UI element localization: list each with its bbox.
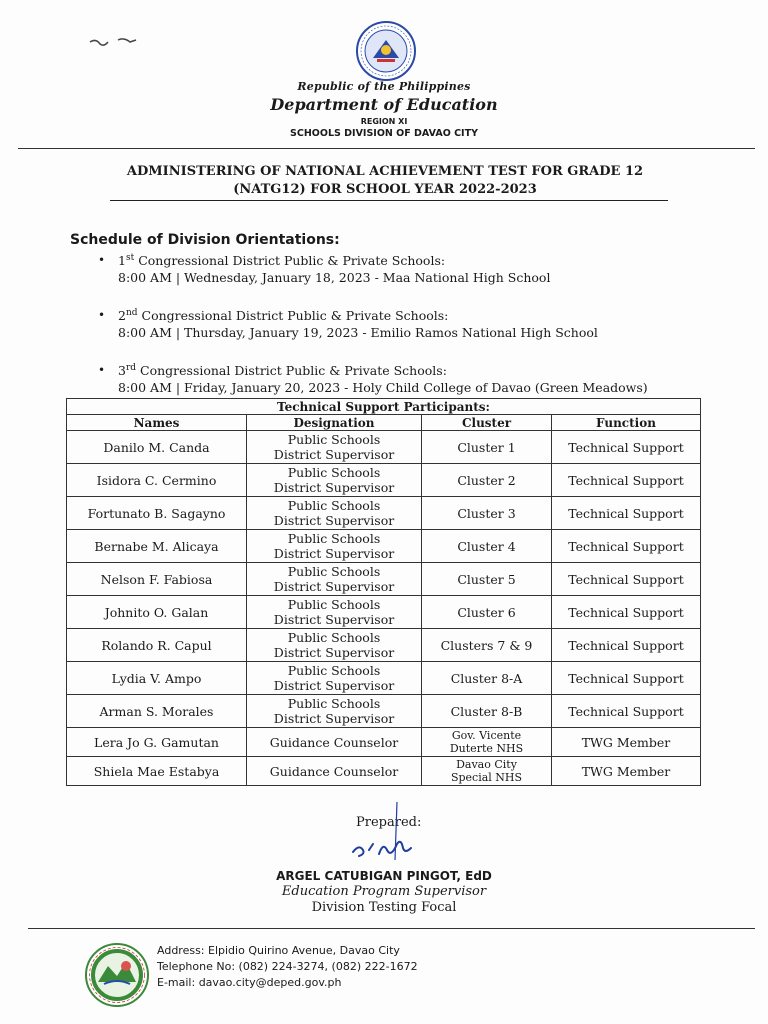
cell-function xyxy=(552,497,701,530)
ordinal-number: 3 xyxy=(118,363,126,379)
cell-function xyxy=(552,431,701,464)
cell-cluster xyxy=(422,596,552,629)
designation-line-1: Public Schools xyxy=(287,498,381,513)
republic-line: Republic of the Philippines xyxy=(297,80,471,93)
cell-cluster xyxy=(422,757,552,786)
cell-designation xyxy=(247,431,422,464)
table-body xyxy=(67,431,701,786)
designation-line-2: District Supervisor xyxy=(273,678,395,693)
ordinal-suffix: st xyxy=(125,253,135,263)
cell-name xyxy=(67,695,247,728)
schedule-item xyxy=(96,305,648,341)
cluster-line-1: Cluster 3 xyxy=(457,505,516,521)
designation-line-2: District Supervisor xyxy=(273,480,395,495)
table-row xyxy=(67,596,701,629)
telephone-line: Telephone No: (082) 224-3274, (082) 222-1672 xyxy=(157,960,418,973)
function-label: Technical Support xyxy=(568,703,684,719)
cell-cluster xyxy=(422,431,552,464)
cell-cluster xyxy=(422,629,552,662)
cell-function xyxy=(552,757,701,786)
cell-designation xyxy=(247,629,422,662)
cell-name xyxy=(67,596,247,629)
cluster-line-1: Cluster 1 xyxy=(457,439,516,455)
function-label: Technical Support xyxy=(568,505,684,521)
cluster-line-1: Cluster 2 xyxy=(457,472,516,488)
cell-name xyxy=(67,497,247,530)
designation-line-1: Guidance Counselor xyxy=(269,734,399,750)
cell-function xyxy=(552,530,701,563)
deped-seal-logo xyxy=(355,20,417,82)
designation-line-2: District Supervisor xyxy=(273,579,395,594)
cell-cluster xyxy=(422,530,552,563)
function-label: Technical Support xyxy=(568,571,684,587)
function-label: Technical Support xyxy=(568,670,684,686)
function-label: TWG Member xyxy=(581,763,671,779)
designation-line-1: Public Schools xyxy=(287,630,381,645)
table-row xyxy=(67,563,701,596)
function-label: Technical Support xyxy=(568,637,684,653)
signatory-role: Division Testing Focal xyxy=(311,900,457,915)
memo-title-line-2: (NATG12) FOR SCHOOL YEAR 2022-2023 xyxy=(233,182,537,197)
designation-line-2: District Supervisor xyxy=(273,513,395,528)
signatory-name: ARGEL CATUBIGAN PINGOT, EdD xyxy=(276,869,492,883)
region-line: REGION XI xyxy=(360,117,408,126)
signatory-title: Education Program Supervisor xyxy=(281,884,487,899)
memo-title-line-1: ADMINISTERING OF NATIONAL ACHIEVEMENT TEST FOR GRADE 12 xyxy=(126,164,644,179)
cell-name xyxy=(67,757,247,786)
participant-name: Shiela Mae Estabya xyxy=(93,763,220,779)
cell-function xyxy=(552,728,701,757)
function-label: TWG Member xyxy=(581,734,671,750)
designation-line-2: District Supervisor xyxy=(273,546,395,561)
column-header-designation: Designation xyxy=(247,415,422,431)
schedule-details: 8:00 AM | Wednesday, January 18, 2023 - Maa National High School xyxy=(118,270,551,286)
district-label: Congressional District Public & Private Schools: xyxy=(140,363,447,379)
cell-cluster xyxy=(422,497,552,530)
cell-name xyxy=(67,530,247,563)
participant-name: Bernabe M. Alicaya xyxy=(94,538,219,554)
cluster-line-1: Cluster 8-B xyxy=(450,703,523,719)
cell-cluster xyxy=(422,662,552,695)
cell-cluster xyxy=(422,695,552,728)
ordinal-number: 2 xyxy=(118,308,126,324)
function-label: Technical Support xyxy=(568,538,684,554)
cell-designation xyxy=(247,695,422,728)
designation-line-1: Public Schools xyxy=(287,597,381,612)
designation-line-2: District Supervisor xyxy=(273,612,395,627)
cell-designation xyxy=(247,464,422,497)
cell-name xyxy=(67,629,247,662)
schedule-item xyxy=(96,360,648,396)
footer-divider xyxy=(28,928,755,929)
participant-name: Johnito O. Galan xyxy=(104,604,209,620)
designation-line-1: Public Schools xyxy=(287,696,381,711)
cell-name xyxy=(67,464,247,497)
table-row xyxy=(67,497,701,530)
cell-designation xyxy=(247,757,422,786)
cell-designation xyxy=(247,497,422,530)
participant-name: Fortunato B. Sagayno xyxy=(87,505,226,521)
schedule-list xyxy=(96,250,648,415)
cell-function xyxy=(552,695,701,728)
cell-function xyxy=(552,563,701,596)
table-row xyxy=(67,662,701,695)
cell-designation xyxy=(247,563,422,596)
function-label: Technical Support xyxy=(568,472,684,488)
address-line: Address: Elpidio Quirino Avenue, Davao City xyxy=(157,944,400,957)
header-divider xyxy=(18,148,755,149)
cell-designation xyxy=(247,728,422,757)
cluster-line-1: Davao City xyxy=(456,758,517,771)
function-label: Technical Support xyxy=(568,604,684,620)
table-row xyxy=(67,629,701,662)
participant-name: Arman S. Morales xyxy=(99,703,214,719)
table-row xyxy=(67,757,701,786)
participant-name: Isidora C. Cermino xyxy=(96,472,217,488)
cell-name xyxy=(67,662,247,695)
prepared-label: Prepared: xyxy=(356,815,422,830)
designation-line-1: Guidance Counselor xyxy=(269,763,399,779)
letterhead xyxy=(0,80,768,139)
designation-line-1: Public Schools xyxy=(287,564,381,579)
designation-line-1: Public Schools xyxy=(287,531,381,546)
participant-name: Lydia V. Ampo xyxy=(111,670,202,686)
ordinal-suffix: nd xyxy=(125,308,138,319)
signatory-block xyxy=(0,868,768,916)
cell-designation xyxy=(247,662,422,695)
cell-cluster xyxy=(422,464,552,497)
designation-line-1: Public Schools xyxy=(287,663,381,678)
table-row xyxy=(67,530,701,563)
cell-designation xyxy=(247,530,422,563)
district-label: Congressional District Public & Private Schools: xyxy=(138,253,446,269)
designation-line-2: District Supervisor xyxy=(273,447,395,462)
cell-name xyxy=(67,563,247,596)
designation-line-1: Public Schools xyxy=(287,465,381,480)
ordinal-number: 1 xyxy=(118,253,126,269)
designation-line-1: Public Schools xyxy=(287,432,381,447)
table-caption: Technical Support Participants: xyxy=(67,399,701,415)
column-header-function: Function xyxy=(552,415,701,431)
participant-name: Rolando R. Capul xyxy=(101,637,212,653)
cell-function xyxy=(552,662,701,695)
schedule-details: 8:00 AM | Thursday, January 19, 2023 - Emilio Ramos National High School xyxy=(118,325,598,341)
table-row xyxy=(67,728,701,757)
schedule-details: 8:00 AM | Friday, January 20, 2023 - Holy Child College of Davao (Green Meadows) xyxy=(118,380,648,396)
column-header-names: Names xyxy=(67,415,247,431)
cluster-line-1: Cluster 6 xyxy=(457,604,516,620)
participant-name: Danilo M. Canda xyxy=(103,439,210,455)
ordinal-suffix: rd xyxy=(125,363,137,374)
handwritten-signature xyxy=(345,800,425,864)
cell-cluster xyxy=(422,563,552,596)
cell-cluster xyxy=(422,728,552,757)
cell-designation xyxy=(247,596,422,629)
cluster-line-1: Cluster 4 xyxy=(457,538,516,554)
cell-name xyxy=(67,728,247,757)
cluster-line-2: Special NHS xyxy=(450,771,523,784)
table-row xyxy=(67,464,701,497)
cluster-line-1: Cluster 8-A xyxy=(450,670,523,686)
cluster-line-1: Cluster 5 xyxy=(457,571,516,587)
department-name: Department of Education xyxy=(270,95,498,114)
cell-function xyxy=(552,629,701,662)
cell-function xyxy=(552,464,701,497)
participants-table xyxy=(66,398,701,786)
participant-name: Nelson F. Fabiosa xyxy=(100,571,213,587)
table-row xyxy=(67,695,701,728)
contact-info xyxy=(157,943,418,991)
pen-scribble-mark xyxy=(88,34,148,48)
designation-line-2: District Supervisor xyxy=(273,645,395,660)
cluster-line-1: Clusters 7 & 9 xyxy=(440,637,533,653)
cluster-line-1: Gov. Vicente xyxy=(451,729,522,742)
cluster-line-2: Duterte NHS xyxy=(449,742,524,755)
memo-title xyxy=(60,163,710,199)
division-line: SCHOOLS DIVISION OF DAVAO CITY xyxy=(290,128,478,139)
cell-function xyxy=(552,596,701,629)
title-underline xyxy=(110,200,668,201)
schedule-item xyxy=(96,250,648,286)
column-header-cluster: Cluster xyxy=(422,415,552,431)
designation-line-2: District Supervisor xyxy=(273,711,395,726)
schedule-heading: Schedule of Division Orientations: xyxy=(70,232,340,248)
table-row xyxy=(67,431,701,464)
function-label: Technical Support xyxy=(568,439,684,455)
cell-name xyxy=(67,431,247,464)
participant-name: Lera Jo G. Gamutan xyxy=(94,734,219,750)
email-line: E-mail: davao.city@deped.gov.ph xyxy=(157,976,342,989)
davao-city-division-seal-logo xyxy=(84,942,150,1008)
district-label: Congressional District Public & Private Schools: xyxy=(141,308,449,324)
